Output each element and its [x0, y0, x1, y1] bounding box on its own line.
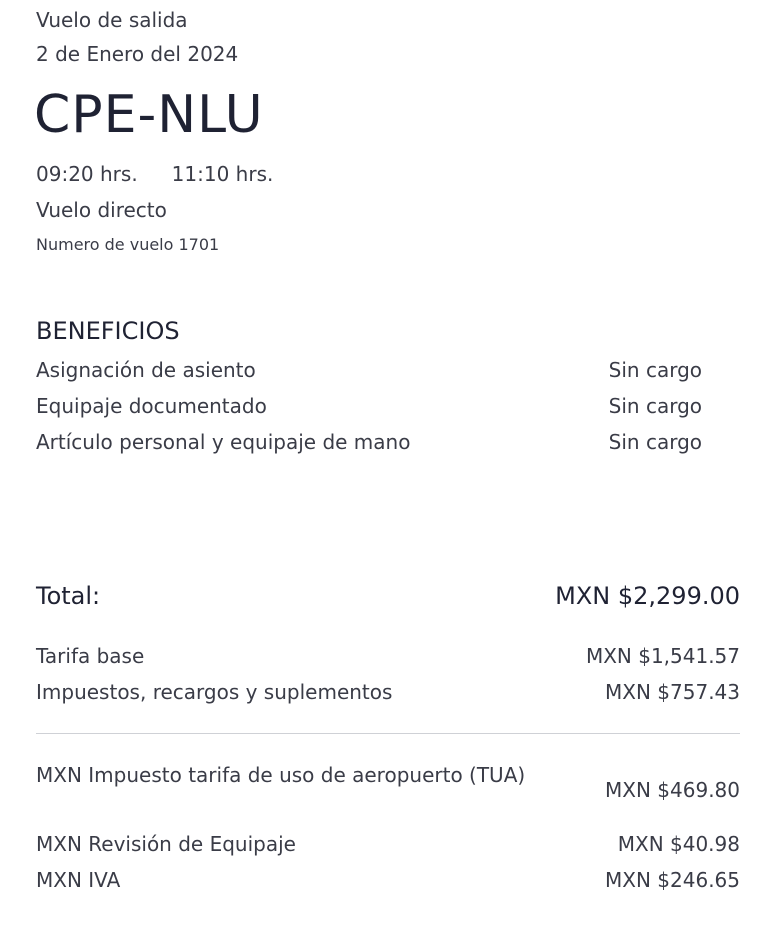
total-value: MXN $2,299.00: [555, 582, 740, 610]
tax-label: MXN Revisión de Equipaje: [36, 832, 296, 856]
benefit-value: Sin cargo: [608, 394, 702, 418]
benefit-label: Asignación de asiento: [36, 358, 256, 382]
tax-row: [36, 760, 740, 820]
total-label: Total:: [36, 582, 101, 610]
tax-value: MXN $469.80: [605, 778, 740, 802]
flight-route: CPE-NLU: [34, 85, 264, 145]
tax-value: MXN $40.98: [617, 832, 740, 856]
departure-time: 09:20 hrs.: [36, 162, 138, 186]
benefits-title: BENEFICIOS: [36, 317, 180, 345]
price-label: Tarifa base: [36, 644, 145, 668]
flight-date: 2 de Enero del 2024: [36, 42, 239, 66]
tax-label: MXN Impuesto tarifa de uso de aeropuerto (TUA): [36, 763, 526, 787]
benefit-label: Artículo personal y equipaje de mano: [36, 430, 411, 454]
tax-value: MXN $246.65: [605, 868, 740, 892]
price-value: MXN $1,541.57: [585, 644, 740, 668]
flight-type: Vuelo directo: [36, 198, 167, 222]
total-row: [36, 578, 740, 614]
tax-label: MXN IVA: [36, 868, 121, 892]
arrival-time: 11:10 hrs.: [171, 162, 274, 186]
flight-times: [36, 160, 273, 188]
benefit-label: Equipaje documentado: [36, 394, 267, 418]
flight-direction-label: Vuelo de salida: [36, 8, 188, 32]
flight-number: Numero de vuelo 1701: [36, 235, 220, 254]
price-value: MXN $757.43: [605, 680, 740, 704]
benefit-value: Sin cargo: [608, 358, 702, 382]
price-divider: [36, 733, 740, 734]
benefit-value: Sin cargo: [608, 430, 702, 454]
price-label: Impuestos, recargos y suplementos: [36, 680, 393, 704]
